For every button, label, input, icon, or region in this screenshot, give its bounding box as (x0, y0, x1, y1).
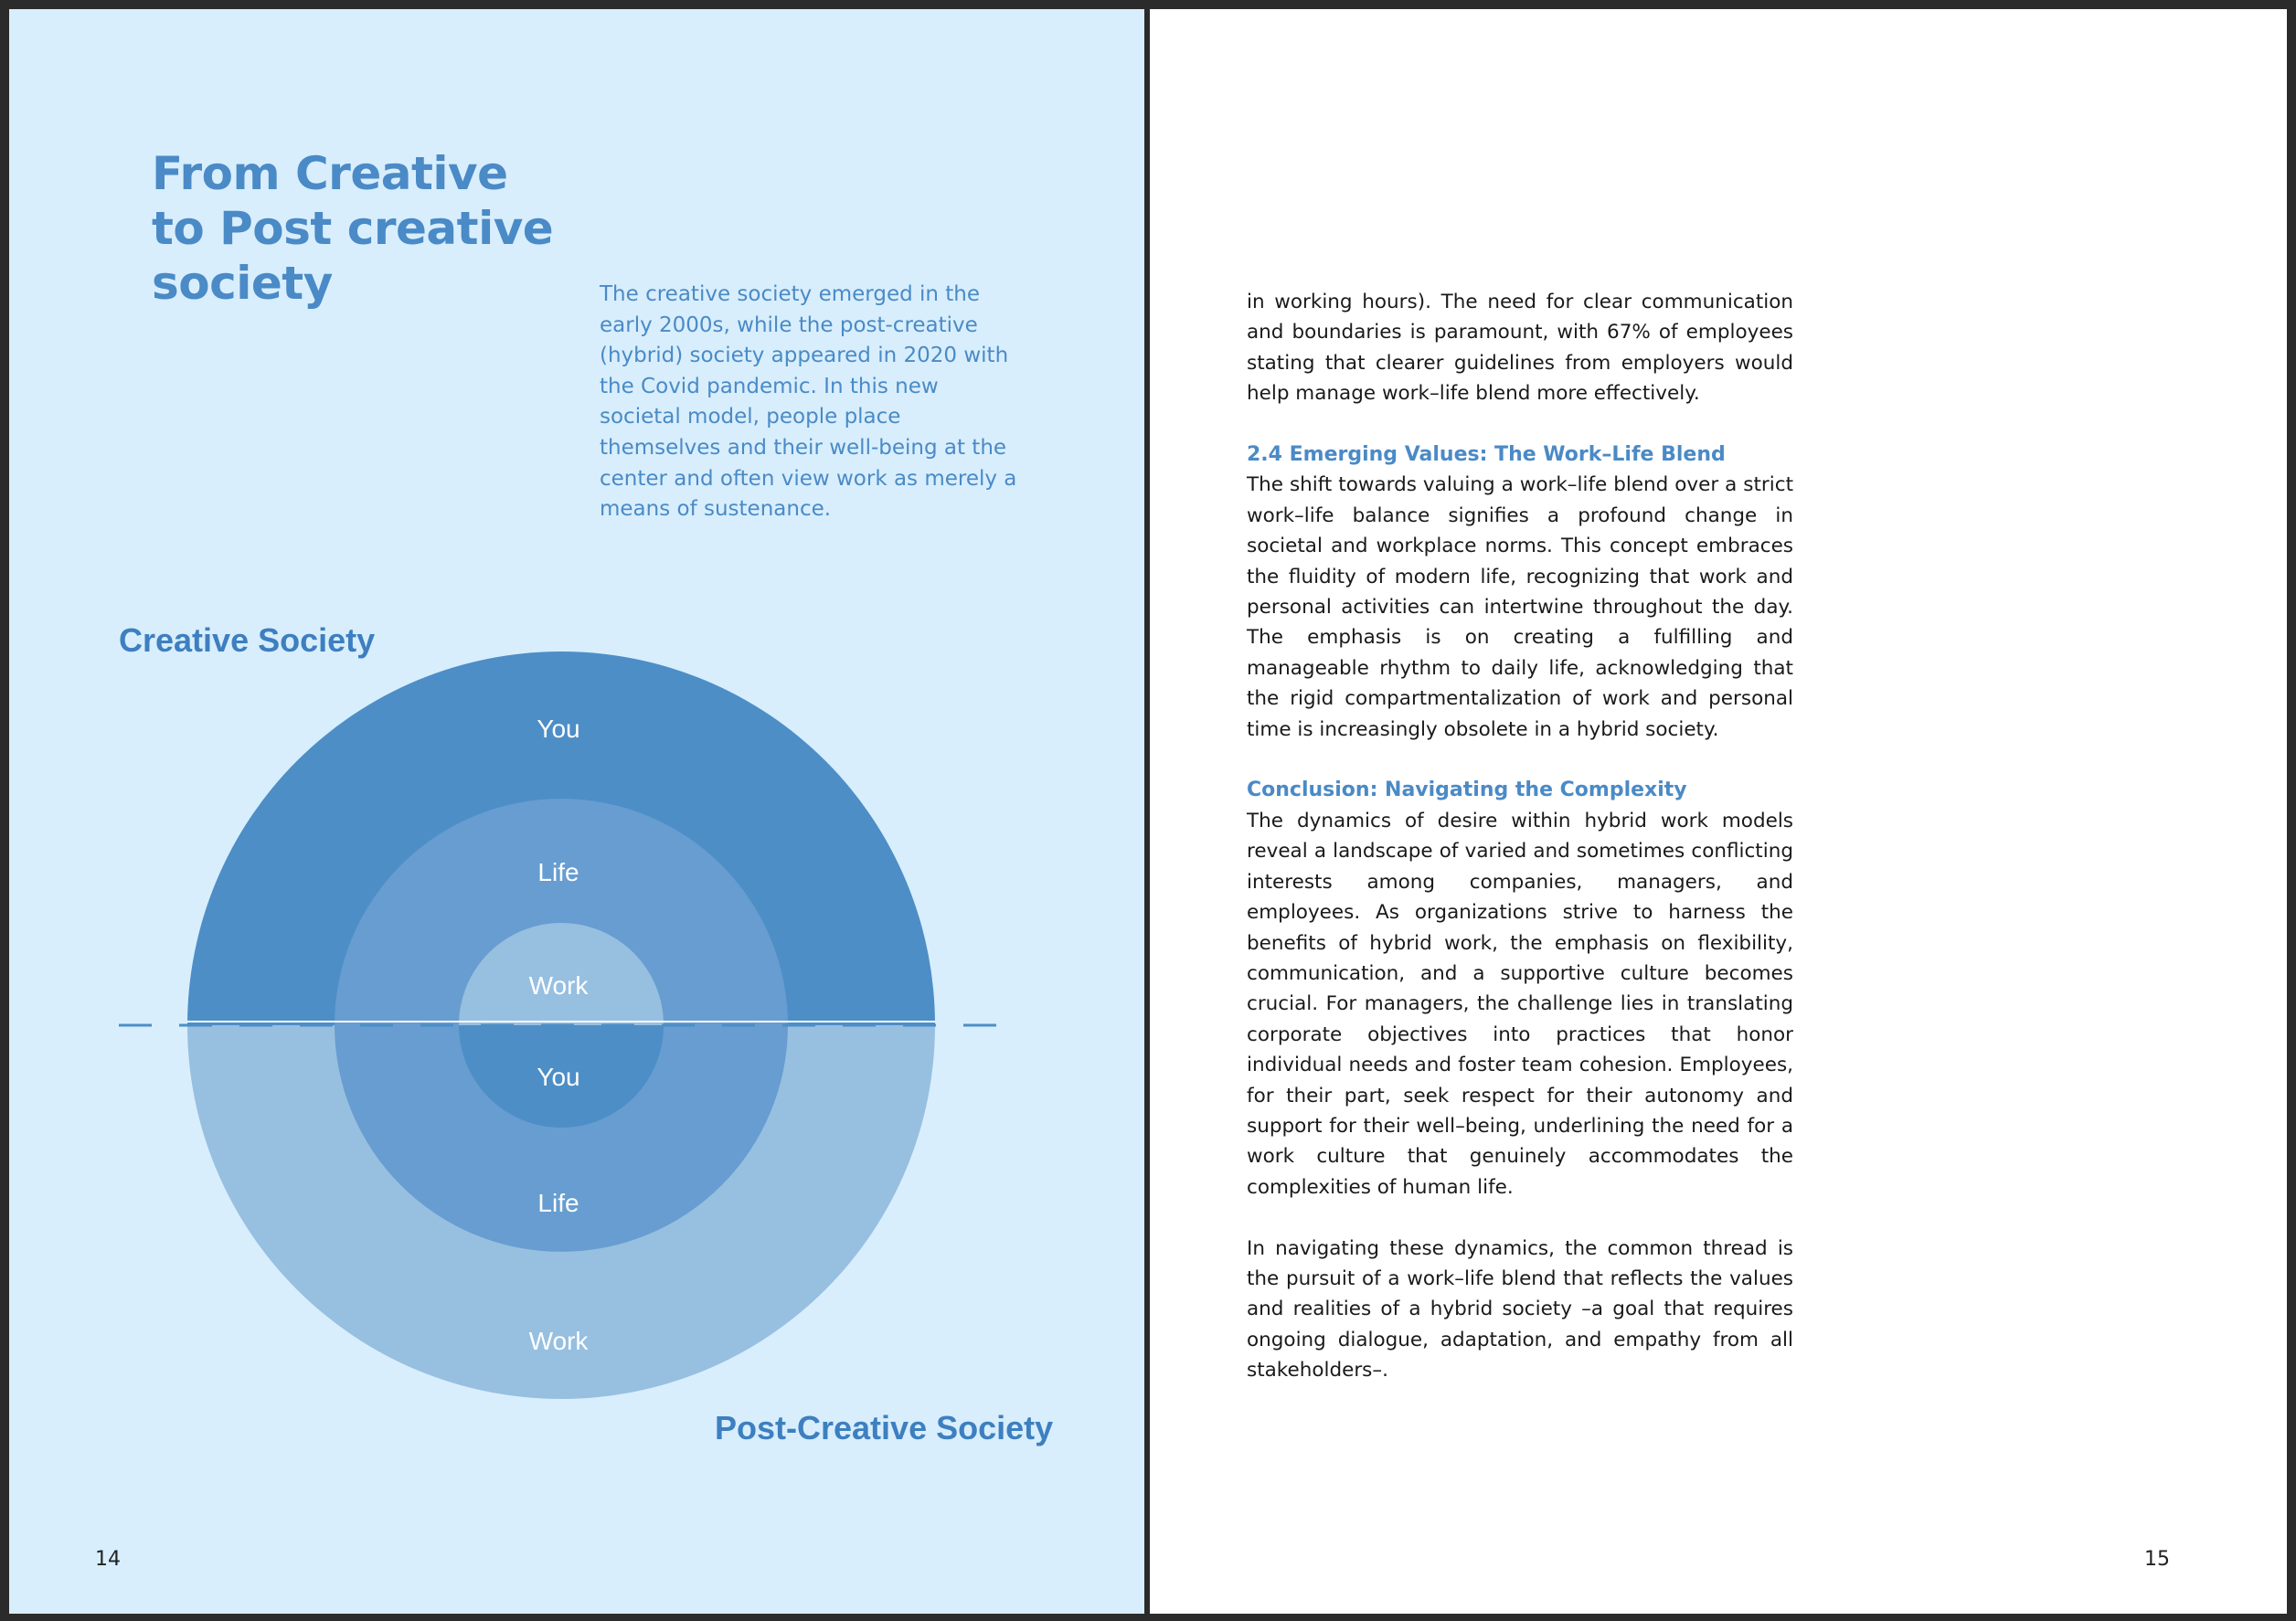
top-label-life: Life (537, 858, 579, 886)
post-creative-society-label: Post-Creative Society (715, 1409, 1054, 1446)
title-line-2: to Post creative (152, 202, 554, 255)
society-diagram (9, 9, 1144, 1614)
left-page (9, 9, 1144, 1614)
top-label-work: Work (528, 971, 589, 1000)
top-label-you: You (537, 715, 580, 743)
title-line-1: From Creative (152, 147, 508, 200)
title-line-3: society (152, 257, 333, 310)
section-heading-work-life-blend: 2.4 Emerging Values: The Work–Life Blend (1247, 443, 1726, 467)
right-page (1150, 9, 2287, 1614)
section-text-work-life-blend: The shift towards valuing a work–life blend over a strict work–life balance signifies a profound change in societal and workplace norms. This concept embraces the fluidity of modern life, recognizing that work and personal activities can intertwine throughout the day. The emphasis is on creating a fulfilling and manageable rhythm to daily life, acknowledging that the rigid compartmentalization of work and personal time is increasingly obsolete in a hybrid society. (1247, 473, 1793, 741)
continued-paragraph: in working hours). The need for clear communication and boundaries is paramount, with 67% of employees stating that clearer guidelines from employers would help manage work–life blend more effectively. (1247, 291, 1793, 406)
bottom-label-you: You (537, 1063, 580, 1091)
bottom-label-life: Life (537, 1189, 579, 1217)
section-text-conclusion: The dynamics of desire within hybrid work models reveal a landscape of varied and sometimes conflicting interests among companies, managers, and employees. As organizations strive to harness the benefits of hybrid work, the emphasis on flexibility, communication, and a supportive culture becomes crucial. For managers, the challenge lies in translating corporate objectives into practices that honor individual needs and foster team cohesion. Employees, for their part, seek respect for their autonomy and support for their well–being, underlining the need for a work culture that genuinely accommodates the complexities of human life. (1247, 809, 1793, 1199)
body-text-column (1247, 287, 1793, 1386)
creative-society-label: Creative Society (119, 621, 376, 659)
closing-paragraph: In navigating these dynamics, the common thread is the pursuit of a work–life blend that reflects the values and realities of a hybrid society –a goal that requires ongoing dialogue, adaptation, and empathy from all stakeholders–. (1247, 1236, 1793, 1383)
section-heading-conclusion: Conclusion: Navigating the Complexity (1247, 779, 1687, 802)
page-number-left: 14 (95, 1548, 121, 1571)
intro-paragraph: The creative society emerged in the early 2000s, while the post-creative (hybrid) society appeared in 2020 with the Covid pandemic. In this new societal model, people place themselves and their well-being at the center and often view work as merely a means of sustenance. (600, 282, 1017, 522)
page-number-right: 15 (2144, 1548, 2170, 1571)
bottom-label-work: Work (528, 1327, 589, 1355)
